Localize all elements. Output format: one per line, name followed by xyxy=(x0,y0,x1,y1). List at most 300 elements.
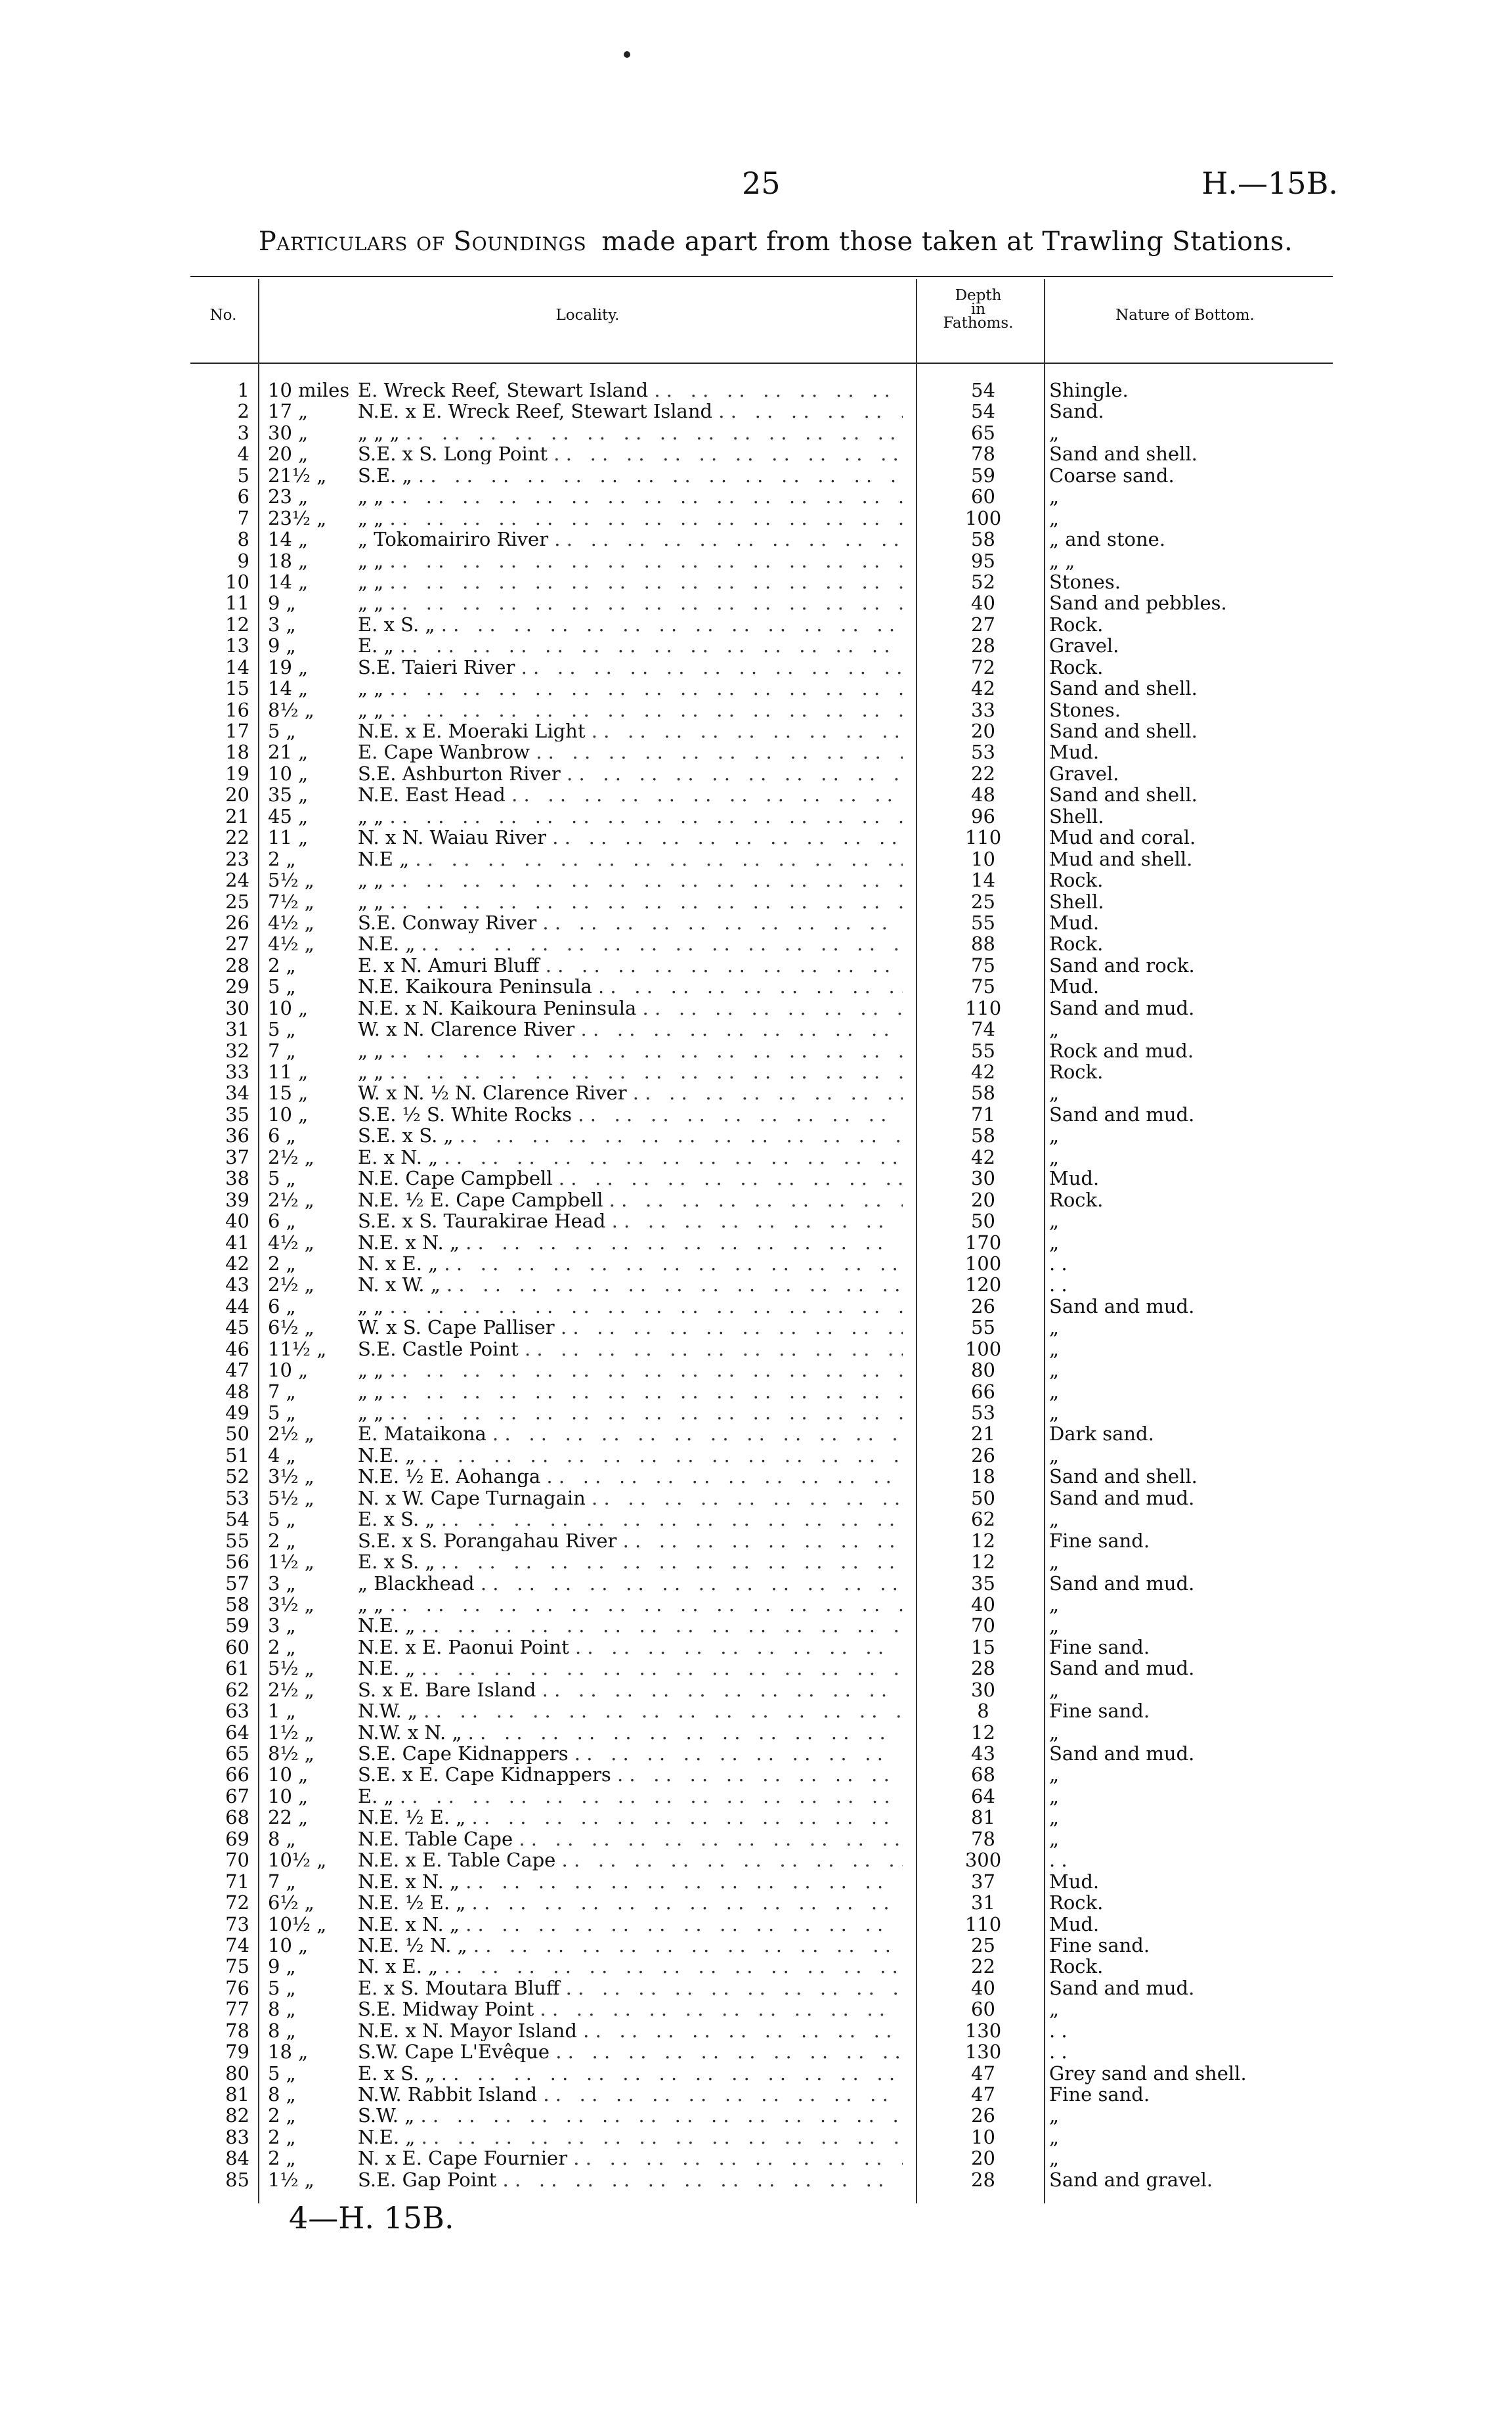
cell-locality: N.E. Kaikoura Peninsula . . xyxy=(358,976,903,997)
cell-no: 65 xyxy=(225,1742,249,1765)
table-row xyxy=(0,1530,1512,1551)
cell-distance: 11 „ xyxy=(268,826,309,849)
cell-depth: 37 xyxy=(971,1870,995,1893)
cell-locality: „ „ . . xyxy=(358,806,903,827)
cell-depth: 62 xyxy=(971,1508,995,1531)
table-row xyxy=(0,976,1512,997)
cell-locality: N. x N. Waiau River . . xyxy=(358,827,903,848)
cell-depth: 52 xyxy=(971,570,995,593)
cell-locality: N.E. „ . . xyxy=(358,933,903,954)
cell-nature: Rock. xyxy=(1049,1188,1104,1211)
cell-nature: Sand and mud. xyxy=(1049,996,1195,1019)
cell-nature: Rock. xyxy=(1049,655,1104,678)
cell-locality: N.E. x N. „ . . xyxy=(358,1914,903,1935)
cell-nature: Fine sand. xyxy=(1049,2083,1150,2106)
cell-no: 85 xyxy=(225,2168,249,2191)
cell-nature: Sand and rock. xyxy=(1049,954,1195,977)
cell-depth: 10 xyxy=(971,847,995,870)
cell-distance: 10 miles xyxy=(268,379,350,401)
cell-distance: 11 „ xyxy=(268,1061,309,1083)
table-row xyxy=(0,1253,1512,1274)
cell-nature: Fine sand. xyxy=(1049,1700,1150,1723)
table-row xyxy=(0,1189,1512,1210)
cell-distance: 3½ „ xyxy=(268,1465,314,1488)
cell-depth: 100 xyxy=(964,506,1002,529)
cell-distance: 15 „ xyxy=(268,1082,309,1105)
cell-depth: 65 xyxy=(971,421,995,444)
cell-no: 68 xyxy=(225,1806,249,1829)
table-row xyxy=(0,1700,1512,1721)
cell-locality: E. x S. „ . . xyxy=(358,1551,903,1572)
cell-no: 84 xyxy=(225,2147,249,2170)
cell-locality: „ „ . . xyxy=(358,592,903,613)
cell-distance: 20 „ xyxy=(268,443,309,466)
cell-depth: 21 xyxy=(971,1423,995,1446)
cell-depth: 72 xyxy=(971,655,995,678)
cell-locality: N.E. ½ E. Cape Campbell . . xyxy=(358,1189,903,1210)
table-row xyxy=(0,870,1512,891)
cell-locality: E. Cape Wanbrow . . xyxy=(358,741,903,762)
cell-distance: 6 „ xyxy=(268,1210,296,1233)
table-row xyxy=(0,1040,1512,1061)
cell-locality: „ „ . . xyxy=(358,1402,903,1423)
table-header-rule xyxy=(190,363,1333,364)
cell-locality: N.E. East Head . . xyxy=(358,784,903,805)
cell-distance: 2½ „ xyxy=(268,1423,314,1446)
table-row xyxy=(0,2063,1512,2084)
cell-distance: 19 „ xyxy=(268,655,309,678)
cell-distance: 45 „ xyxy=(268,805,309,828)
cell-nature: . . xyxy=(1049,1273,1068,1296)
cell-depth: 81 xyxy=(971,1806,995,1829)
cell-no: 70 xyxy=(225,1849,249,1872)
cell-nature: „ xyxy=(1049,1316,1060,1339)
cell-depth: 55 xyxy=(971,1039,995,1062)
cell-no: 5 xyxy=(237,464,249,487)
cell-nature: Rock. xyxy=(1049,869,1104,892)
cell-distance: 30 „ xyxy=(268,421,309,444)
cell-nature: „ xyxy=(1049,1678,1060,1701)
cell-depth: 74 xyxy=(971,1018,995,1041)
cell-no: 60 xyxy=(225,1635,249,1658)
cell-no: 8 xyxy=(237,528,249,551)
cell-depth: 26 xyxy=(971,2104,995,2127)
cell-no: 73 xyxy=(225,1912,249,1935)
cell-nature: „ xyxy=(1049,2104,1060,2127)
cell-distance: 1½ „ xyxy=(268,2168,314,2191)
cell-distance: 2½ „ xyxy=(268,1188,314,1211)
cell-no: 32 xyxy=(225,1039,249,1062)
cell-depth: 58 xyxy=(971,1082,995,1105)
cell-distance: 8½ „ xyxy=(268,1742,314,1765)
cell-locality: N.E. x E. Table Cape . . xyxy=(358,1849,903,1870)
cell-no: 79 xyxy=(225,2041,249,2064)
cell-distance: 18 „ xyxy=(268,549,309,572)
table-row xyxy=(0,1679,1512,1700)
cell-depth: 88 xyxy=(971,933,995,956)
cell-distance: 23½ „ xyxy=(268,506,327,529)
cell-nature: . . xyxy=(1049,2019,1068,2042)
cell-nature: „ xyxy=(1049,1231,1060,1254)
cell-no: 29 xyxy=(225,975,249,998)
table-row xyxy=(0,741,1512,762)
cell-no: 22 xyxy=(225,826,249,849)
table-row xyxy=(0,1082,1512,1103)
cell-depth: 96 xyxy=(971,805,995,828)
cell-nature: „ xyxy=(1049,485,1060,508)
cell-distance: 9 „ xyxy=(268,634,296,657)
cell-distance: 1 „ xyxy=(268,1700,296,1723)
cell-locality: „ „ . . xyxy=(358,486,903,507)
cell-nature: . . xyxy=(1049,1849,1068,1872)
cell-nature: „ xyxy=(1049,1763,1060,1786)
cell-nature: Sand and mud. xyxy=(1049,1103,1195,1126)
cell-nature: Gravel. xyxy=(1049,634,1119,657)
cell-nature: Rock and mud. xyxy=(1049,1039,1194,1062)
cell-distance: 2 „ xyxy=(268,847,296,870)
cell-locality: „ „ „ . . xyxy=(358,422,903,443)
cell-locality: „ Blackhead . . xyxy=(358,1573,903,1594)
cell-depth: 60 xyxy=(971,1998,995,2021)
cell-no: 59 xyxy=(225,1614,249,1637)
cell-distance: 8 „ xyxy=(268,1998,296,2021)
cell-depth: 71 xyxy=(971,1103,995,1126)
cell-nature: Gravel. xyxy=(1049,762,1119,785)
cell-distance: 9 „ xyxy=(268,1955,296,1978)
cell-nature: Stones. xyxy=(1049,570,1121,593)
cell-depth: 110 xyxy=(964,996,1002,1019)
cell-locality: S.E. Gap Point . . xyxy=(358,2169,903,2190)
cell-nature: „ xyxy=(1049,2125,1060,2148)
cell-nature: „ xyxy=(1049,1784,1060,1807)
cell-locality: S.E. Midway Point . . xyxy=(358,1998,903,2020)
cell-no: 3 xyxy=(237,421,249,444)
soundings-table-body xyxy=(0,380,1512,2190)
table-row xyxy=(0,1637,1512,1658)
cell-nature: Sand. xyxy=(1049,400,1104,423)
table-row xyxy=(0,2105,1512,2126)
cell-nature: Sand and mud. xyxy=(1049,1572,1195,1595)
cell-depth: 28 xyxy=(971,2168,995,2191)
cell-no: 80 xyxy=(225,2062,249,2085)
title-rest: made apart from those taken at Trawling Stations. xyxy=(601,227,1293,257)
cell-locality: W. x S. Cape Palliser . . xyxy=(358,1317,903,1338)
cell-depth: 95 xyxy=(971,549,995,572)
cell-depth: 130 xyxy=(964,2019,1002,2042)
cell-distance: 3 „ xyxy=(268,1572,296,1595)
cell-nature: Mud and coral. xyxy=(1049,826,1196,849)
cell-no: 62 xyxy=(225,1678,249,1701)
table-row xyxy=(0,1786,1512,1807)
cell-nature: Rock. xyxy=(1049,1955,1104,1978)
cell-locality: E. x S. Moutara Bluff . . xyxy=(358,1977,903,1998)
cell-nature: . . xyxy=(1049,2041,1068,2064)
table-row xyxy=(0,1168,1512,1189)
cell-distance: 10 „ xyxy=(268,1933,309,1956)
cell-locality: N.E. ½ E. Aohanga . . xyxy=(358,1466,903,1487)
cell-depth: 42 xyxy=(971,1061,995,1083)
cell-locality: „ „ . . xyxy=(358,891,903,912)
cell-depth: 100 xyxy=(964,1337,1002,1360)
cell-nature: Stones. xyxy=(1049,698,1121,721)
cell-depth: 55 xyxy=(971,911,995,934)
cell-no: 45 xyxy=(225,1316,249,1339)
cell-depth: 20 xyxy=(971,1188,995,1211)
cell-locality: N.E. x E. Paonui Point . . xyxy=(358,1637,903,1658)
cell-distance: 10 „ xyxy=(268,1359,309,1382)
table-row xyxy=(0,1935,1512,1956)
cell-distance: 23 „ xyxy=(268,485,309,508)
cell-no: 56 xyxy=(225,1551,249,1574)
cell-nature: „ xyxy=(1049,1402,1060,1424)
cell-nature: „ xyxy=(1049,1508,1060,1531)
table-row xyxy=(0,401,1512,422)
cell-depth: 100 xyxy=(964,1252,1002,1275)
cell-depth: 75 xyxy=(971,975,995,998)
cell-depth: 26 xyxy=(971,1294,995,1317)
cell-no: 53 xyxy=(225,1486,249,1509)
cell-no: 20 xyxy=(225,784,249,806)
table-row xyxy=(0,614,1512,635)
cell-depth: 54 xyxy=(971,379,995,401)
cell-locality: N.E. x E. Moeraki Light . . xyxy=(358,720,903,741)
cell-locality: N.W. Rabbit Island . . xyxy=(358,2084,903,2105)
table-row xyxy=(0,827,1512,848)
cell-no: 48 xyxy=(225,1380,249,1403)
cell-no: 81 xyxy=(225,2083,249,2106)
cell-distance: 14 „ xyxy=(268,528,309,551)
cell-distance: 2 „ xyxy=(268,1529,296,1552)
table-row xyxy=(0,1274,1512,1295)
cell-locality: E. x N. „ . . xyxy=(358,1147,903,1168)
cell-nature: Rock. xyxy=(1049,933,1104,956)
cell-distance: 1½ „ xyxy=(268,1551,314,1574)
cell-distance: 6 „ xyxy=(268,1294,296,1317)
cell-depth: 70 xyxy=(971,1614,995,1637)
cell-locality: „ „ . . xyxy=(358,699,903,720)
cell-distance: 2 „ xyxy=(268,954,296,977)
table-row xyxy=(0,486,1512,507)
cell-no: 33 xyxy=(225,1061,249,1083)
cell-distance: 10½ „ xyxy=(268,1849,327,1872)
table-row xyxy=(0,422,1512,443)
cell-no: 13 xyxy=(225,634,249,657)
header-locality: Locality. xyxy=(555,307,620,324)
table-row xyxy=(0,1402,1512,1423)
cell-locality: N.E. Table Cape . . xyxy=(358,1828,903,1849)
cell-no: 9 xyxy=(237,549,249,572)
cell-no: 19 xyxy=(225,762,249,785)
cell-depth: 18 xyxy=(971,1465,995,1488)
cell-depth: 55 xyxy=(971,1316,995,1339)
cell-nature: Sand and shell. xyxy=(1049,677,1198,700)
cell-locality: N.E. x N. „ . . xyxy=(358,1871,903,1892)
cell-no: 4 xyxy=(237,443,249,466)
cell-no: 10 xyxy=(225,570,249,593)
cell-no: 46 xyxy=(225,1337,249,1360)
cell-depth: 28 xyxy=(971,634,995,657)
cell-nature: Sand and shell. xyxy=(1049,784,1198,806)
table-row xyxy=(0,763,1512,784)
cell-locality: E. x S. „ . . xyxy=(358,2063,903,2084)
cell-distance: 10 „ xyxy=(268,762,309,785)
cell-nature: „ xyxy=(1049,1593,1060,1616)
cell-nature: Mud. xyxy=(1049,741,1100,764)
cell-distance: 2½ „ xyxy=(268,1273,314,1296)
cell-nature: Mud. xyxy=(1049,1167,1100,1190)
cell-nature: Sand and shell. xyxy=(1049,443,1198,466)
cell-depth: 22 xyxy=(971,762,995,785)
table-row xyxy=(0,657,1512,678)
table-row xyxy=(0,529,1512,550)
cell-no: 28 xyxy=(225,954,249,977)
cell-distance: 1½ „ xyxy=(268,1721,314,1744)
cell-depth: 14 xyxy=(971,869,995,892)
cell-depth: 20 xyxy=(971,2147,995,2170)
cell-nature: „ xyxy=(1049,1018,1060,1041)
cell-distance: 5½ „ xyxy=(268,1657,314,1680)
cell-distance: 21 „ xyxy=(268,741,309,764)
table-row xyxy=(0,1488,1512,1509)
cell-nature: Mud. xyxy=(1049,1912,1100,1935)
cell-depth: 47 xyxy=(971,2083,995,2106)
cell-depth: 78 xyxy=(971,443,995,466)
cell-no: 43 xyxy=(225,1273,249,1296)
cell-depth: 58 xyxy=(971,528,995,551)
table-row xyxy=(0,1423,1512,1444)
cell-distance: 7 „ xyxy=(268,1039,296,1062)
cell-no: 52 xyxy=(225,1465,249,1488)
cell-no: 44 xyxy=(225,1294,249,1317)
table-row xyxy=(0,1594,1512,1615)
table-row xyxy=(0,1296,1512,1317)
cell-depth: 48 xyxy=(971,784,995,806)
cell-distance: 2½ „ xyxy=(268,1678,314,1701)
cell-locality: „ „ . . xyxy=(358,550,903,571)
cell-no: 21 xyxy=(225,805,249,828)
cell-nature: Sand and mud. xyxy=(1049,1486,1195,1509)
cell-no: 51 xyxy=(225,1444,249,1467)
cell-no: 14 xyxy=(225,655,249,678)
cell-no: 61 xyxy=(225,1657,249,1680)
cell-distance: 5 „ xyxy=(268,720,296,742)
cell-depth: 78 xyxy=(971,1827,995,1850)
cell-depth: 25 xyxy=(971,890,995,913)
cell-depth: 300 xyxy=(964,1849,1002,1872)
cell-locality: N. x W. Cape Turnagain . . xyxy=(358,1488,903,1509)
cell-no: 2 xyxy=(237,400,249,423)
cell-distance: 8½ „ xyxy=(268,698,314,721)
cell-locality: N.E. ½ E. „ . . xyxy=(358,1892,903,1913)
page-number: 25 xyxy=(742,166,781,201)
cell-nature: Sand and gravel. xyxy=(1049,2168,1213,2191)
table-row xyxy=(0,2084,1512,2105)
cell-depth: 10 xyxy=(971,2125,995,2148)
cell-distance: 21½ „ xyxy=(268,464,327,487)
cell-depth: 53 xyxy=(971,1402,995,1424)
cell-distance: 10 „ xyxy=(268,996,309,1019)
cell-locality: „ „ . . xyxy=(358,1040,903,1061)
cell-nature: „ xyxy=(1049,1380,1060,1403)
cell-no: 35 xyxy=(225,1103,249,1126)
cell-no: 82 xyxy=(225,2104,249,2127)
cell-distance: 5 „ xyxy=(268,2062,296,2085)
cell-nature: Shingle. xyxy=(1049,379,1129,401)
cell-locality: S.E. x S. Taurakirae Head . . xyxy=(358,1210,903,1231)
cell-locality: „ „ . . xyxy=(358,571,903,592)
cell-depth: 8 xyxy=(977,1700,989,1723)
cell-depth: 40 xyxy=(971,592,995,615)
cell-no: 24 xyxy=(225,869,249,892)
cell-distance: 9 „ xyxy=(268,592,296,615)
table-row xyxy=(0,1743,1512,1764)
cell-depth: 42 xyxy=(971,1145,995,1168)
table-row xyxy=(0,806,1512,827)
cell-no: 58 xyxy=(225,1593,249,1616)
cell-locality: „ „ . . xyxy=(358,1296,903,1317)
table-row xyxy=(0,933,1512,954)
table-row xyxy=(0,1551,1512,1572)
cell-locality: N.E. „ . . xyxy=(358,1615,903,1636)
title-small-caps: Particulars of Soundings xyxy=(258,227,587,257)
cell-depth: 25 xyxy=(971,1933,995,1956)
cell-depth: 20 xyxy=(971,720,995,742)
cell-no: 15 xyxy=(225,677,249,700)
cell-no: 49 xyxy=(225,1402,249,1424)
cell-distance: 5½ „ xyxy=(268,1486,314,1509)
table-row xyxy=(0,849,1512,870)
cell-no: 12 xyxy=(225,613,249,636)
cell-nature: Fine sand. xyxy=(1049,1529,1150,1552)
cell-nature: Rock. xyxy=(1049,1891,1104,1914)
document-code: H.—15B. xyxy=(1201,166,1338,201)
table-row xyxy=(0,2169,1512,2190)
cell-distance: 6 „ xyxy=(268,1124,296,1147)
table-row xyxy=(0,1232,1512,1253)
cell-depth: 15 xyxy=(971,1635,995,1658)
cell-locality: N.E „ . . xyxy=(358,849,903,870)
cell-locality: S.E. x S. Long Point . . xyxy=(358,443,903,464)
table-row xyxy=(0,784,1512,805)
cell-no: 54 xyxy=(225,1508,249,1531)
table-row xyxy=(0,380,1512,401)
cell-depth: 58 xyxy=(971,1124,995,1147)
cell-distance: 10 „ xyxy=(268,1103,309,1126)
cell-nature: Fine sand. xyxy=(1049,1635,1150,1658)
cell-nature: „ xyxy=(1049,506,1060,529)
cell-locality: N.W. x N. „ . . xyxy=(358,1722,903,1743)
cell-no: 23 xyxy=(225,847,249,870)
cell-depth: 54 xyxy=(971,400,995,423)
cell-depth: 75 xyxy=(971,954,995,977)
cell-no: 17 xyxy=(225,720,249,742)
cell-nature: Rock. xyxy=(1049,1061,1104,1083)
cell-depth: 120 xyxy=(964,1273,1002,1296)
table-row xyxy=(0,912,1512,933)
cell-locality: E. „ . . xyxy=(358,1786,903,1807)
cell-depth: 40 xyxy=(971,1976,995,1999)
table-row xyxy=(0,1956,1512,1977)
cell-locality: „ „ . . xyxy=(358,678,903,699)
cell-distance: 5 „ xyxy=(268,1167,296,1190)
header-no: No. xyxy=(209,307,237,324)
table-row xyxy=(0,1125,1512,1146)
cell-no: 50 xyxy=(225,1423,249,1446)
cell-distance: 5½ „ xyxy=(268,869,314,892)
cell-no: 69 xyxy=(225,1827,249,1850)
table-row xyxy=(0,2127,1512,2148)
header-depth-line1: Depth xyxy=(955,287,1002,304)
